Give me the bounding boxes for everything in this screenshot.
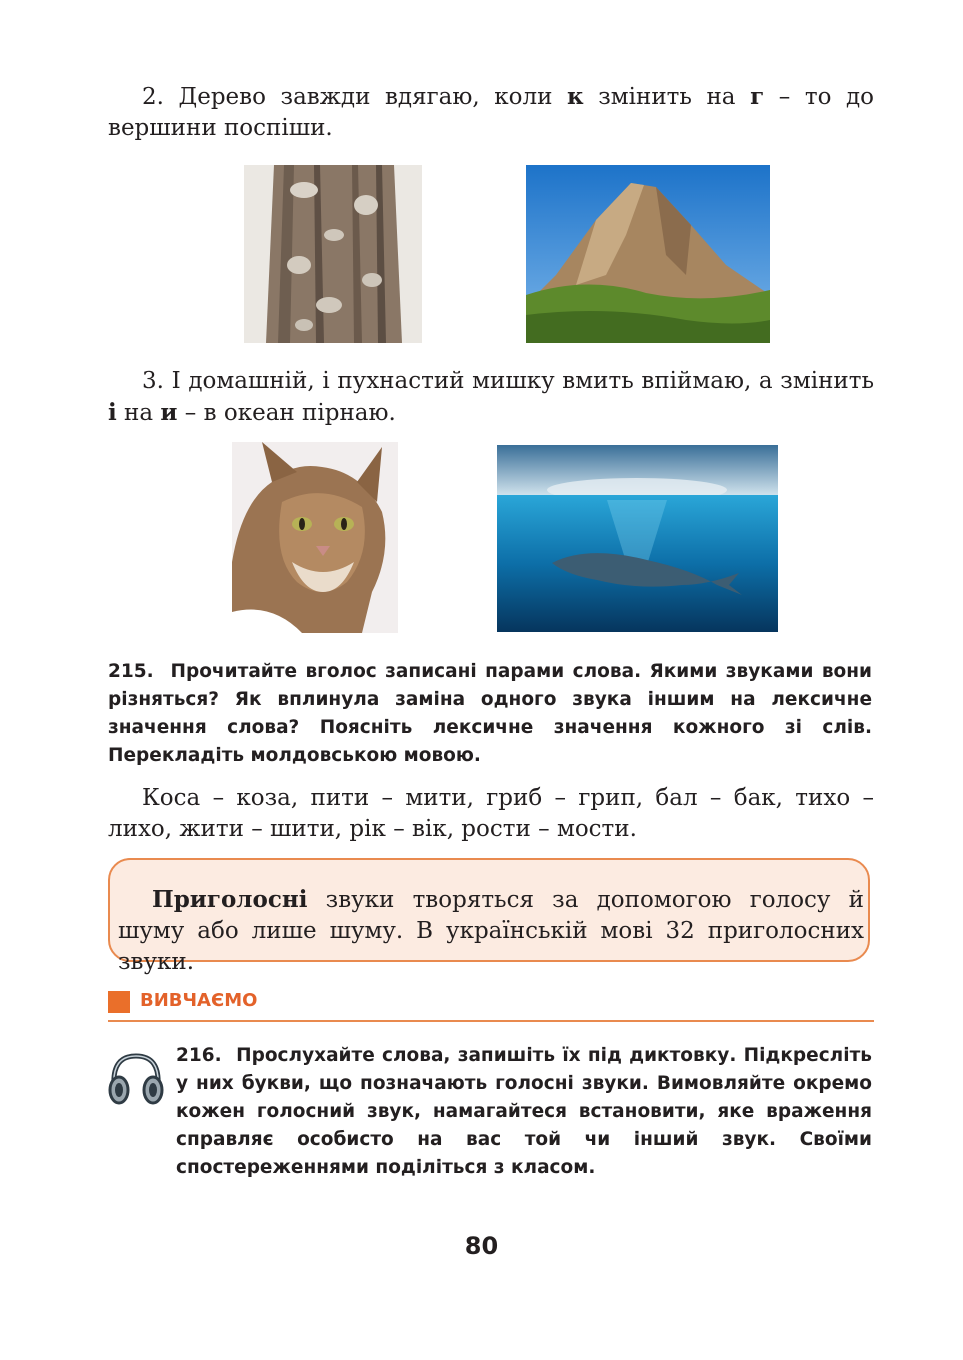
section-heading bbox=[108, 988, 874, 1022]
task-216-number: 216. bbox=[176, 1045, 222, 1066]
letter-to: и bbox=[160, 399, 178, 426]
mountain-image bbox=[526, 165, 770, 343]
riddle-2-number: 2. bbox=[142, 84, 164, 110]
task-215: 215. Прочитайте вголос записані парами слова. Якими звуками вони різняться? Як вплинула заміна одного звука іншим на лексичне значення слова? Поясніть лексичне значення кожного зі слів. Перекладіть молдовською мовою. bbox=[108, 661, 872, 766]
letter-from: і bbox=[108, 399, 117, 426]
section-marker-icon bbox=[108, 991, 130, 1013]
letter-from: к bbox=[567, 83, 584, 110]
riddle-2: 2. Дерево завжди вдягаю, коли к змінить на г – то до вершини поспіши. bbox=[108, 83, 875, 141]
page-number: 80 bbox=[464, 1232, 499, 1260]
riddle-3-number: 3. bbox=[142, 368, 164, 394]
rule-term: Приголосні bbox=[152, 886, 308, 913]
word-pairs: Коса – коза, пити – мити, гриб – грип, бал – бак, тихо – лихо, жити – шити, рік – вік, рости – мости. bbox=[108, 785, 874, 842]
cat-image bbox=[232, 442, 398, 633]
rule-box bbox=[108, 858, 870, 975]
riddle-3: 3. І домашній, і пухнастий мишку вмить впіймаю, а змінить і на и – в океан пірнаю. bbox=[108, 368, 874, 426]
whale-image bbox=[497, 445, 778, 632]
task-216: 216. Прослухайте слова, запишіть їх під диктовку. Підкресліть у них букви, що позначають голосні звуки. Вимовляйте окремо кожен голосний звук, намагайтеся встановити, яке враження справляє особисто на вас той чи інший звук. Своїми спостереженнями поділіться з класом. bbox=[176, 1045, 872, 1178]
task-215-number: 215. bbox=[108, 661, 154, 682]
letter-to: г bbox=[750, 83, 765, 110]
section-label: ВИВЧАЄМО bbox=[140, 990, 258, 1011]
headphones-icon bbox=[106, 1050, 166, 1106]
tree-bark-image bbox=[244, 165, 422, 343]
rule-text: Приголосні звуки творяться за допомогою голосу й шуму або лише шуму. В українській мові 32 приголосних звуки. bbox=[118, 886, 864, 975]
